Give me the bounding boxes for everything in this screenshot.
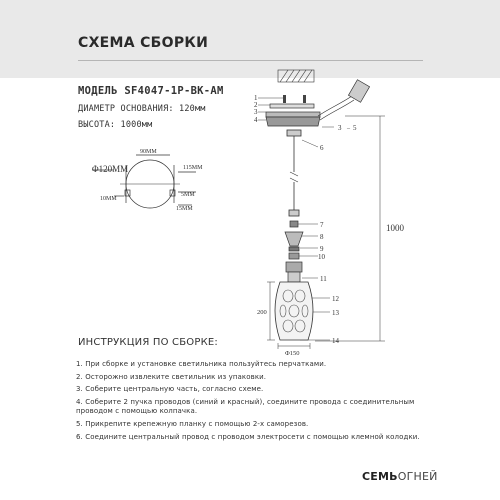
part-dash: – xyxy=(347,126,350,132)
part-number: 8 xyxy=(320,233,324,241)
shade-height-label: 200 xyxy=(257,309,267,316)
brand-part-1: СЕМЬ xyxy=(362,470,398,483)
glass-shade xyxy=(275,282,313,340)
part-number: 10 xyxy=(318,253,325,261)
mounting-bracket xyxy=(266,104,320,126)
part-number: 6 xyxy=(320,144,324,152)
total-height-label: 1000 xyxy=(386,223,404,233)
instructions-list xyxy=(76,360,436,445)
ceiling-hatch xyxy=(278,70,314,82)
height-dimension xyxy=(315,116,385,341)
model-label: МОДЕЛЬ SF4047-1P-BK-AM xyxy=(78,85,224,97)
instruction-item: 3. Соберите центральную часть, согласно схеме. xyxy=(76,385,264,394)
page-title: СХЕМА СБОРКИ xyxy=(78,35,209,51)
instruction-item: 4. Соберите 2 пучка проводов (синий и красный), соедините провода с соединительным проводом с помощью колпачка. xyxy=(76,397,415,416)
canopy-right-bottom-label: 15MM xyxy=(176,206,193,212)
part-number: 3 xyxy=(254,108,258,116)
brand-part-2: ОГНЕЙ xyxy=(397,470,438,483)
suspension-rod xyxy=(287,130,301,216)
height-label: ВЫСОТА: 1000мм xyxy=(78,120,153,130)
canopy-diameter-label: Φ120MM xyxy=(92,164,129,174)
canopy-right-mid-label: 5MM xyxy=(181,192,195,198)
instruction-item: 6. Соедините центральный провод с проводом электросети с помощью клемной колодки. xyxy=(76,432,420,441)
part-number: 14 xyxy=(332,337,339,345)
wire-connector xyxy=(318,80,370,120)
part-number: 4 xyxy=(254,116,258,124)
instructions-title: ИНСТРУКЦИЯ ПО СБОРКЕ: xyxy=(78,337,218,348)
brand-logo xyxy=(362,470,438,483)
canopy-right-top-label: 115MM xyxy=(183,165,203,171)
part-number: 1 xyxy=(254,94,258,102)
part-number: 3 xyxy=(338,124,342,132)
canopy-left-bottom-label: 10MM xyxy=(100,196,117,202)
part-number: 7 xyxy=(320,221,324,229)
instruction-item: 2. Осторожно извлеките светильник из упаковки. xyxy=(76,372,267,381)
ceiling-screws xyxy=(283,95,306,103)
part-number: 9 xyxy=(320,245,324,253)
lamp-holder xyxy=(285,221,303,282)
part-number: 13 xyxy=(332,309,339,317)
canopy-width-label: 90MM xyxy=(140,149,157,155)
part-number: 5 xyxy=(353,124,357,132)
instruction-item: 1. При сборке и установке светильника пользуйтесь перчатками. xyxy=(76,360,327,368)
shade-diameter-label: Φ150 xyxy=(285,350,300,357)
part-number: 11 xyxy=(320,275,327,283)
base-diameter-label: ДИАМЕТР ОСНОВАНИЯ: 120мм xyxy=(78,104,206,114)
part-number: 2 xyxy=(254,101,258,109)
part-number: 12 xyxy=(332,295,339,303)
instruction-item: 5. Прикрепите крепежную планку с помощью 2-х саморезов. xyxy=(76,419,309,428)
